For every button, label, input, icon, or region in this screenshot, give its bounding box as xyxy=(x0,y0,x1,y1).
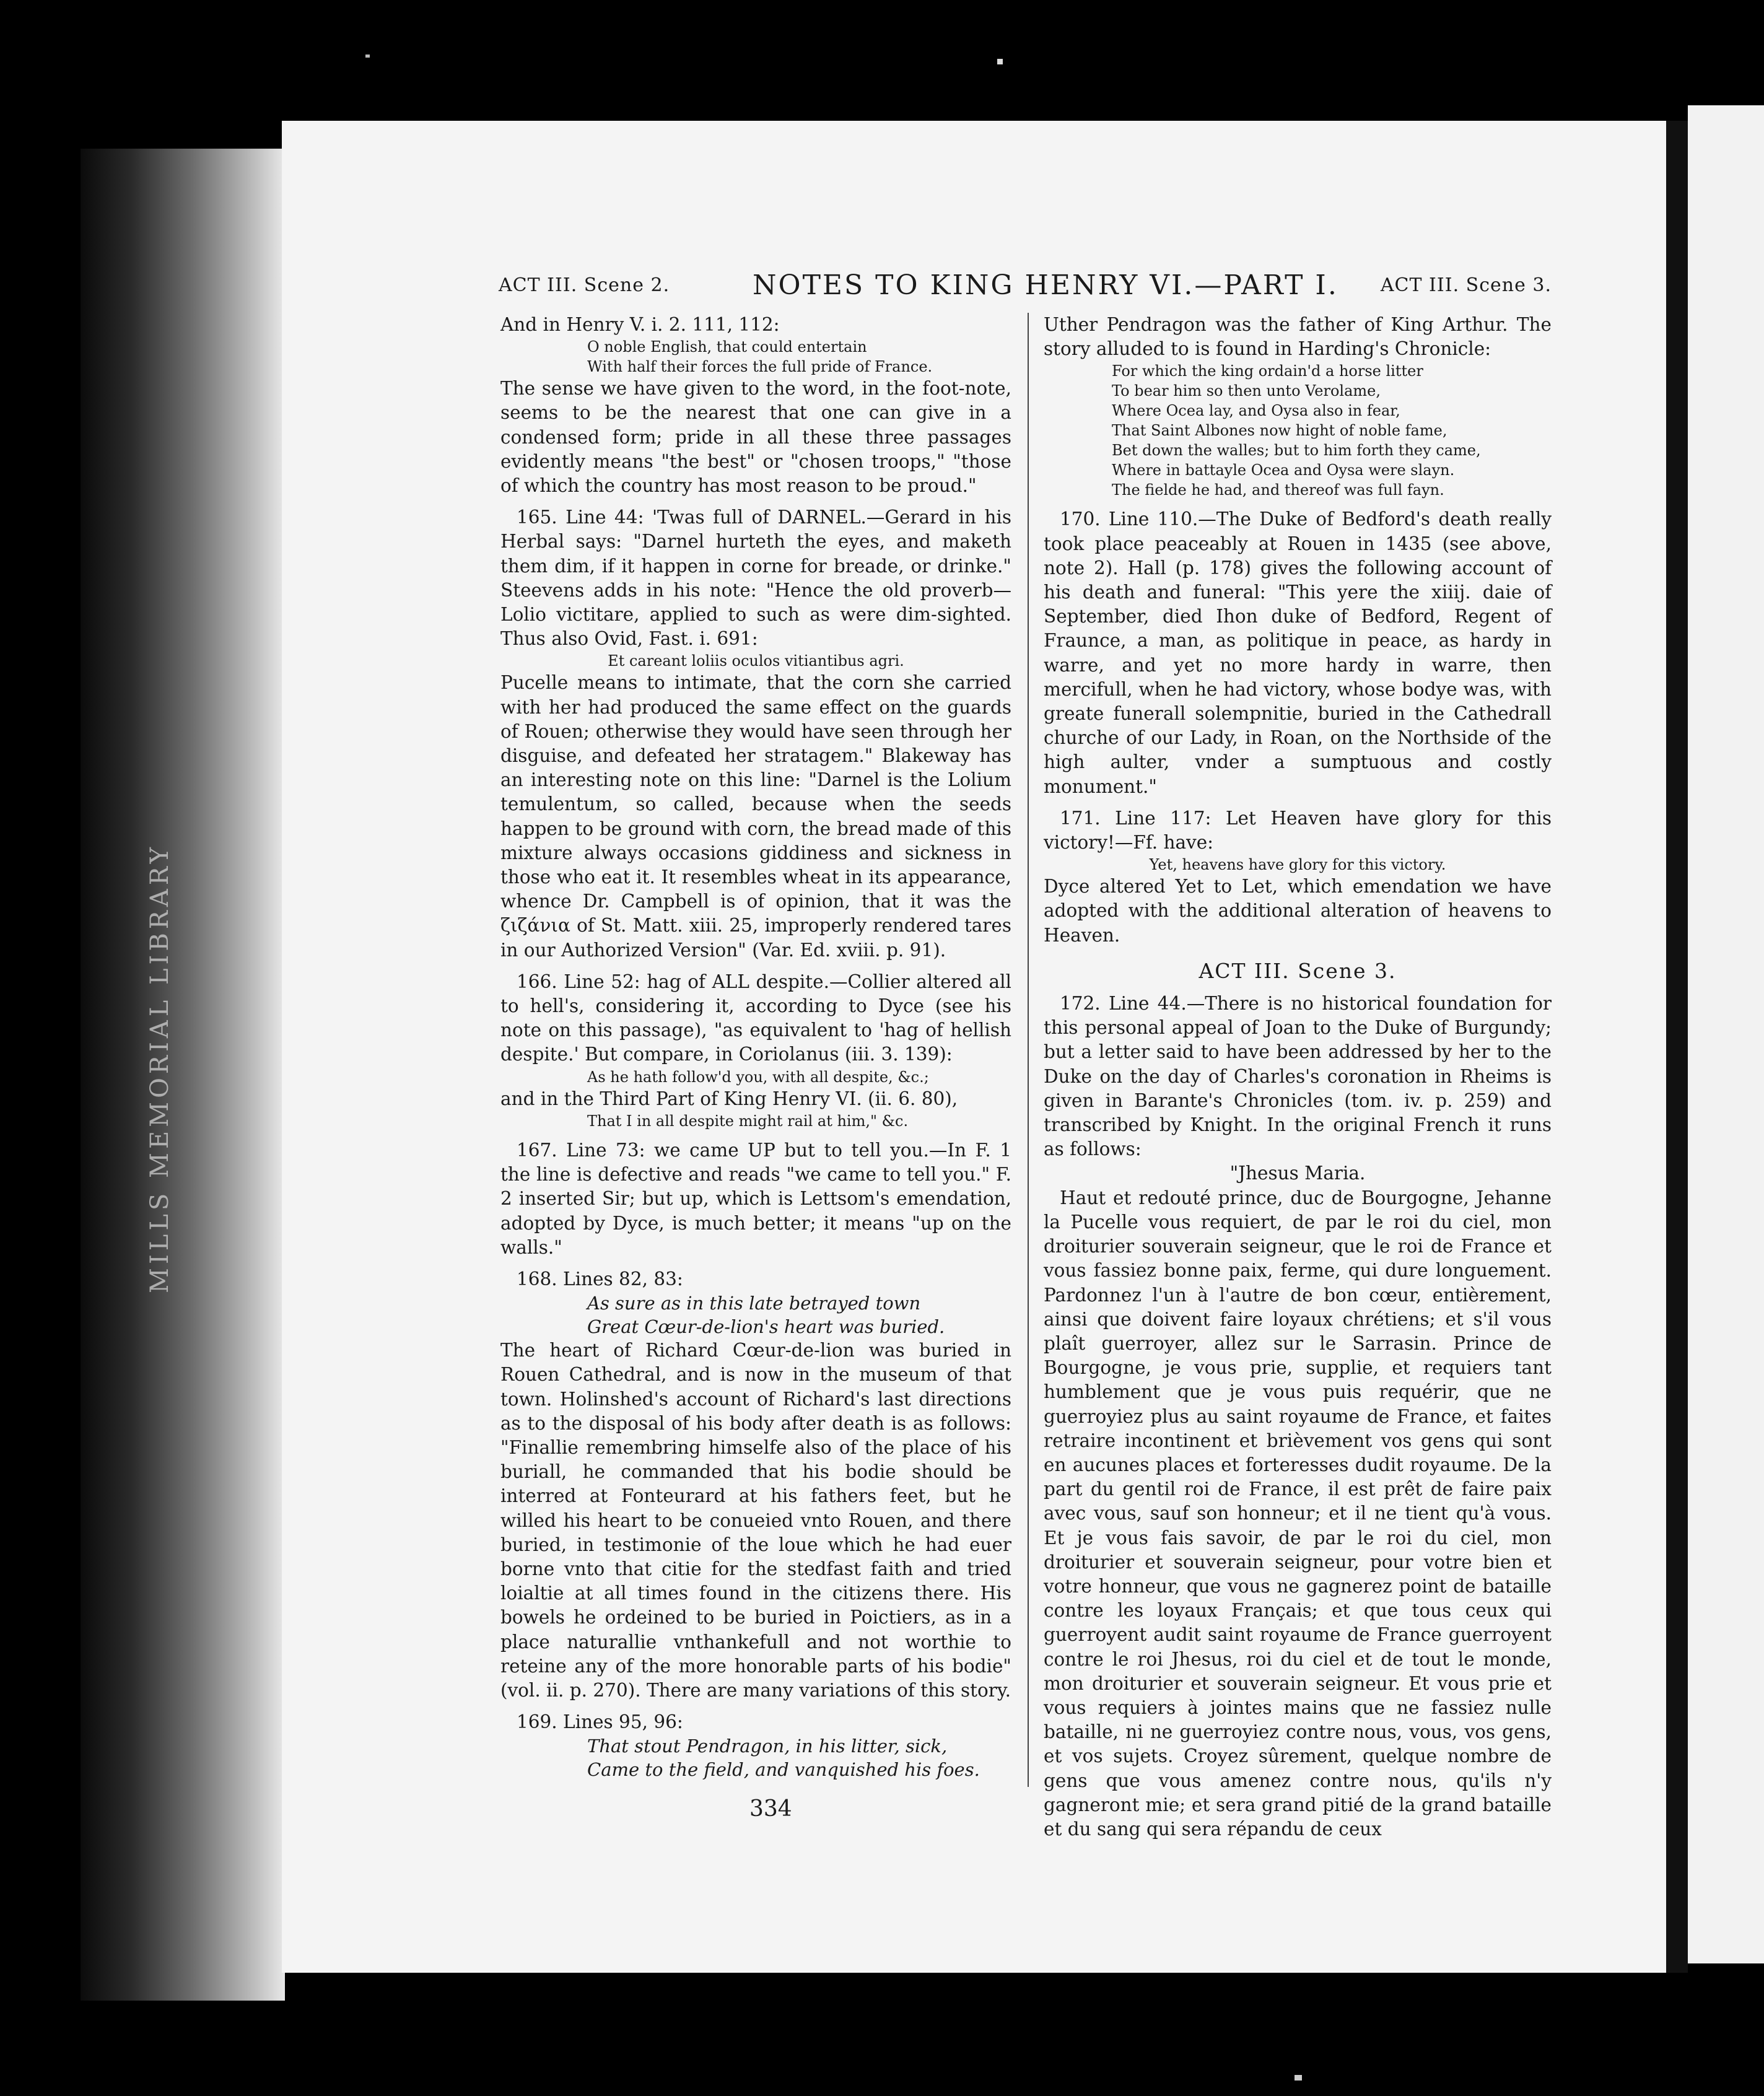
verse-line: For which the king ordain'd a horse litter xyxy=(1112,362,1423,380)
paragraph: and in the Third Part of King Henry VI. (ii. 6. 80), xyxy=(500,1088,958,1109)
right-column xyxy=(1044,313,1552,1841)
paragraph: The heart of Richard Cœur-de-lion was buried in Rouen Cathedral, and is now in the museum of that town. Holinshed's account of Richard's last directions as to the disposal of his body after death is as follows: "Finallie remembring himselfe also of the place of his buriall, he commanded that his bodie should be interred at Fonteurard at his fathers feet, but he willed his heart to be conueied vnto Rouen, and there buried, in testimonie of the loue which he had euer borne vnto that citie for the stedfast faith and tried loialtie at all times found in the citizens there. His bowels he ordeined to be buried in Poictiers, as in a place naturallie vnthankefull and not worthie to reteine any of the more honorable parts of his bodie" (vol. ii. p. 270). There are many variations of this story. xyxy=(500,1340,1011,1701)
verse-line: The fielde he had, and thereof was full fayn. xyxy=(1112,481,1444,499)
verse-line: That stout Pendragon, in his litter, sick, xyxy=(587,1736,948,1757)
running-header xyxy=(499,269,1552,307)
header-left: ACT III. Scene 2. xyxy=(499,274,670,296)
paragraph: And in Henry V. i. 2. 111, 112: xyxy=(500,314,780,335)
note-169: 169. Lines 95, 96: xyxy=(517,1711,683,1733)
dust-speck xyxy=(365,55,370,58)
verse-line: As sure as in this late betrayed town xyxy=(587,1293,921,1314)
verse-line: Great Cœur-de-lion's heart was buried. xyxy=(587,1316,945,1338)
paragraph: Pucelle means to intimate, that the corn she carried with her had produced the same effect on the guards of Rouen; otherwise they would have seen through her disguise, and defeated her stratagem." Blakeway has an interesting note on this line: "Darnel is the Lolium temulentum, so called, because when the seeds happen to be ground with corn, the bread made of this mixture always occasions giddiness and sickness in those who eat it. It resembles wheat in its appearance, whence Dr. Campbell is of opinion, that it was the ζιζάνια of St. Matt. xiii. 25, improperly rendered tares in our Authorized Version" (Var. Ed. xviii. p. 91). xyxy=(500,672,1011,961)
verse-line: Bet down the walles; but to him forth they came, xyxy=(1112,442,1481,460)
facing-page-edge xyxy=(1688,105,1764,1963)
header-title: NOTES TO KING HENRY VI.—PART I. xyxy=(753,269,1338,301)
page-number: 334 xyxy=(749,1796,792,1822)
note-172: 172. Line 44.—There is no historical foundation for this personal appeal of Joan to the Duke of Burgundy; but a letter said to have been addressed by her to the Duke on the day of Charles's coronation in Rheims is given in Barante's Chronicles (tom. iv. p. 259) and transcribed by Knight. In the original French it runs as follows: xyxy=(1044,993,1552,1160)
verse-line: As he hath follow'd you, with all despite, &c.; xyxy=(587,1068,929,1086)
note-170: 170. Line 110.—The Duke of Bedford's death really took place peaceably at Rouen in 1435 (see above, note 2). Hall (p. 178) gives the following account of his death and funeral: "This yere the xiiij. daie of September, died Ihon duke of Bedford, Regent of Fraunce, a man, as politique in peace, as hardy in warre, and yet no more hardy in warre, then mercifull, when he had victory, whose bodye was, with greate funerall solempnitie, buried in the Cathedrall churche of our Lady, in Roan, on the Northside of the high aulter, vnder a sumptuous and costly monument." xyxy=(1044,509,1552,797)
verse-line: Where in battayle Ocea and Oysa were slayn. xyxy=(1112,461,1455,479)
column-rule xyxy=(1028,313,1029,1787)
verse-line: Et careant loliis oculos vitiantibus agri. xyxy=(608,652,904,670)
gutter-shadow xyxy=(1666,121,1688,1973)
letter-heading: "Jhesus Maria. xyxy=(1229,1163,1366,1184)
note-167: 167. Line 73: we came UP but to tell you.—In F. 1 the line is defective and reads "we came to tell you." F. 2 inserted Sir; but up, which is Lettsom's emendation, adopted by Dyce, is much better; it means "up on the walls." xyxy=(500,1139,1011,1258)
verse-line: Yet, heavens have glory for this victory. xyxy=(1149,856,1446,874)
note-171: 171. Line 117: Let Heaven have glory for this victory!—Ff. have: xyxy=(1044,807,1552,854)
book-page-edges xyxy=(81,149,285,2001)
dust-speck xyxy=(1295,2075,1302,2081)
french-letter: Haut et redouté prince, duc de Bourgogne, Jehanne la Pucelle vous requiert, de par le roi du ciel, mon droiturier souverain seigneur, que le roi de France et vous fassiez bonne paix, ferme, qui dure longuement. Pardonnez l'un à l'autre de bon cœur, entièrement, ainsi que doivent faire loyaux chrétiens; et s'il vous plaît guerroyer, allez sur le Sarrasin. Prince de Bourgogne, je vous prie, supplie, et requiers tant humblement que je vous puis requérir, que ne guerroyiez plus au saint royaume de France, et faites retraire incontinent et brièvement vos gens qui sont en aucunes places et forteresses dudit royaume. De la part du gentil roi de France, il est prêt de faire paix avec vous, sauf son honneur; et il ne tient qu'à vous. Et je vous fais savoir, de par le roi du ciel, mon droiturier et souverain seigneur, pour votre bien et votre honneur, que vous ne gagnerez point de bataille contre les loyaux Français; et que tous ceux qui guerroyent audit saint royaume de France guerroyent contre le roi Jhesus, roi du ciel et de tout le monde, mon droiturier et souverain seigneur. Et vous prie et vous requiers à jointes mains que ne fassiez nulle bataille, ni ne guerroyiez contre nous, vous, vos gens, et vos sujets. Croyez sûrement, quelque nombre de gens que vous amenez contre nous, qu'ils n'y gagneront mie; et sera grand pitié de la grand bataille et du sang qui sera répandu de ceux xyxy=(1044,1187,1552,1840)
paragraph: The sense we have given to the word, in the foot-note, seems to be the nearest that one can give in a condensed form; pride in all these three passages evidently means "the best" or "chosen troops," "those of which the country has most reason to be proud." xyxy=(500,378,1011,497)
paragraph: Dyce altered Yet to Let, which emendation we have adopted with the additional alteration of heavens to Heaven. xyxy=(1044,876,1552,946)
verse-line: Came to the field, and vanquished his foes. xyxy=(587,1759,980,1781)
library-stamp: MILLS MEMORIAL LIBRARY xyxy=(146,843,174,1294)
section-heading: ACT III. Scene 3. xyxy=(1199,958,1397,983)
dust-speck xyxy=(997,59,1003,64)
verse-line: That I in all despite might rail at him," &c. xyxy=(587,1112,909,1130)
verse-line: Where Ocea lay, and Oysa also in fear, xyxy=(1112,402,1400,420)
note-166: 166. Line 52: hag of ALL despite.—Collier altered all to hell's, considering it, according to Dyce (see his note on this passage), "as equivalent to 'hag of hellish despite.' But compare, in Coriolanus (iii. 3. 139): xyxy=(500,971,1011,1065)
note-165: 165. Line 44: 'Twas full of DARNEL.—Gerard in his Herbal says: "Darnel hurteth the eyes, and maketh them dim, if it happen in corne for breade, or drinke." Steevens adds in his note: "Hence the old proverb—Lolio victitare, applied to such as were dim-sighted. Thus also Ovid, Fast. i. 691: xyxy=(500,507,1011,650)
note-168: 168. Lines 82, 83: xyxy=(517,1268,683,1290)
verse-line: That Saint Albones now hight of noble fame, xyxy=(1112,422,1447,440)
verse-line: To bear him so then unto Verolame, xyxy=(1112,382,1381,400)
verse-line: With half their forces the full pride of France. xyxy=(587,358,933,376)
verse-line: O noble English, that could entertain xyxy=(587,338,867,356)
header-right: ACT III. Scene 3. xyxy=(1380,274,1552,296)
left-column xyxy=(500,313,1011,1781)
paragraph: Uther Pendragon was the father of King Arthur. The story alluded to is found in Harding's Chronicle: xyxy=(1044,314,1552,360)
